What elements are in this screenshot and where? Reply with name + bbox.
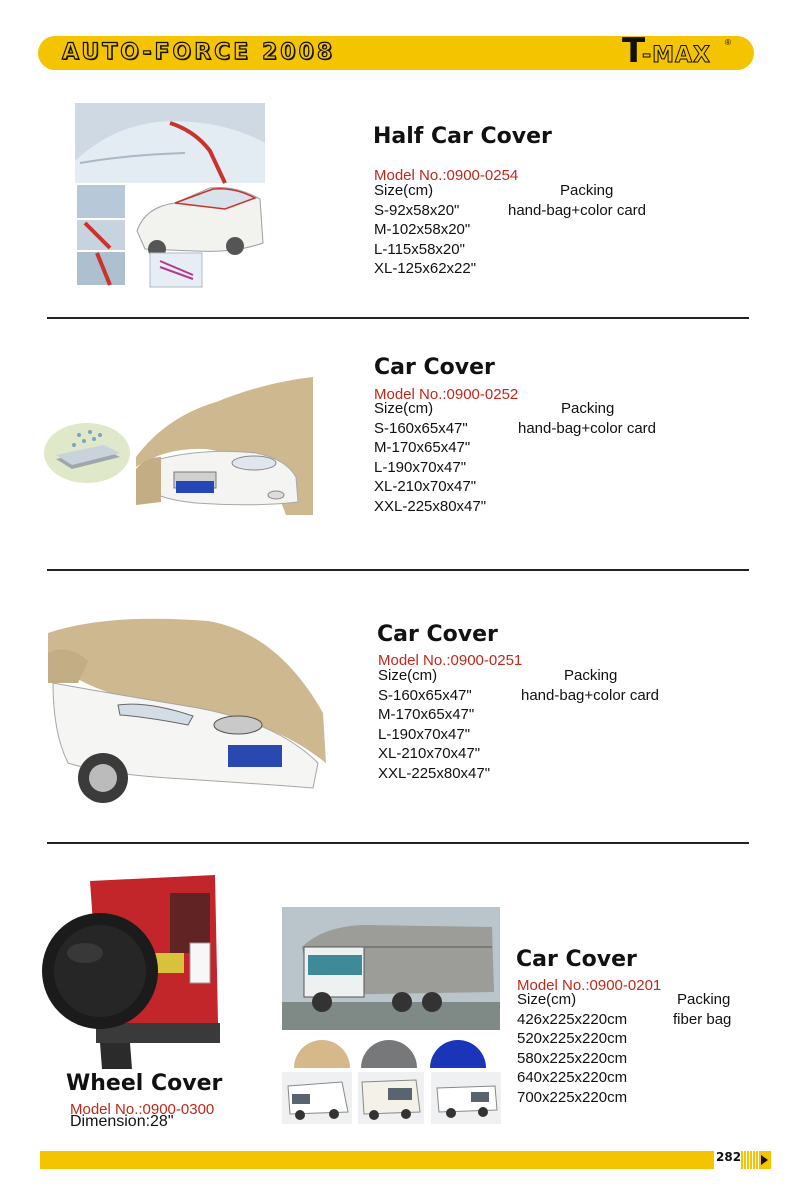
packing-column	[673, 990, 731, 1029]
size-row: L-115x58x20"	[374, 240, 465, 258]
product-title: Car Cover	[516, 947, 637, 972]
rv-cover-photo	[282, 907, 500, 1030]
size-row: S-160x65x47"	[374, 419, 468, 437]
footer-bar	[40, 1151, 714, 1169]
model-number: Model No.:0900-0251	[378, 652, 523, 669]
size-row: XL-210x70x47"	[374, 478, 477, 496]
model-number: Model No.:0900-0300	[70, 1101, 215, 1118]
size-row: XXL-225x80x47"	[374, 497, 487, 515]
fabric-swatch-photo	[361, 1034, 417, 1068]
section-divider	[47, 569, 749, 571]
packing-header: Packing	[560, 182, 614, 199]
packing-column	[518, 399, 656, 438]
size-row: L-190x70x47"	[378, 725, 471, 743]
size-list	[378, 666, 490, 784]
packing-header: Packing	[561, 400, 615, 417]
product-title: Car Cover	[374, 355, 495, 380]
fabric-swatch-photo	[294, 1034, 350, 1068]
packing-header: Packing	[677, 991, 731, 1008]
size-row: 520x225x220cm	[517, 1030, 628, 1048]
size-row: S-160x65x47"	[378, 686, 472, 704]
size-row: S-92x58x20"	[374, 201, 460, 219]
size-row: M-102x58x20"	[374, 221, 471, 239]
wheel-cover-photo	[40, 873, 220, 1069]
packing-column	[508, 181, 646, 220]
fabric-swatch-photo	[430, 1034, 486, 1068]
page-number: 282	[716, 1150, 742, 1164]
model-number: Model No.:0900-0254	[374, 167, 519, 184]
product-title: Wheel Cover	[66, 1071, 223, 1096]
car-cover-photo	[136, 377, 313, 515]
size-row: 426x225x220cm	[517, 1010, 628, 1028]
packing-value: hand-bag+color card	[518, 419, 657, 437]
packing-value: hand-bag+color card	[521, 686, 660, 704]
rv-photo	[431, 1072, 501, 1124]
next-arrow-icon	[759, 1151, 771, 1169]
product-title: Car Cover	[377, 622, 498, 647]
size-row: XL-210x70x47"	[378, 745, 481, 763]
size-row: L-190x70x47"	[374, 458, 467, 476]
size-row: M-170x65x47"	[374, 439, 471, 457]
catalog-title: AUTO-FORCE 2008	[62, 40, 336, 65]
footer-stripes	[741, 1151, 759, 1169]
packing-value: hand-bag+color card	[508, 201, 647, 219]
half-car-cover-photo	[75, 103, 265, 288]
size-row: XXL-225x80x47"	[378, 764, 491, 782]
dimension-text: Dimension:28"	[70, 1113, 174, 1130]
rv-photo	[282, 1072, 352, 1124]
packing-column	[521, 666, 659, 705]
size-row: 580x225x220cm	[517, 1049, 628, 1067]
size-header: Size(cm)	[374, 400, 434, 417]
brand-logo: T -MAX ®	[622, 31, 731, 71]
section-divider	[47, 317, 749, 319]
size-list	[374, 181, 476, 279]
size-row: 640x225x220cm	[517, 1069, 628, 1087]
rv-photo	[358, 1072, 424, 1124]
size-row: XL-125x62x22"	[374, 260, 477, 278]
size-header: Size(cm)	[517, 991, 577, 1008]
packing-header: Packing	[564, 667, 618, 684]
size-header: Size(cm)	[374, 182, 434, 199]
car-cover-photo	[48, 613, 326, 806]
size-list	[517, 990, 627, 1108]
size-list	[374, 399, 486, 517]
size-header: Size(cm)	[378, 667, 438, 684]
packing-value: fiber bag	[673, 1010, 732, 1028]
section-divider	[47, 842, 749, 844]
model-number: Model No.:0900-0201	[517, 977, 662, 994]
size-row: 700x225x220cm	[517, 1088, 628, 1106]
size-row: M-170x65x47"	[378, 706, 475, 724]
model-number: Model No.:0900-0252	[374, 386, 519, 403]
fabric-detail-photo	[44, 423, 130, 483]
product-title: Half Car Cover	[373, 124, 552, 149]
